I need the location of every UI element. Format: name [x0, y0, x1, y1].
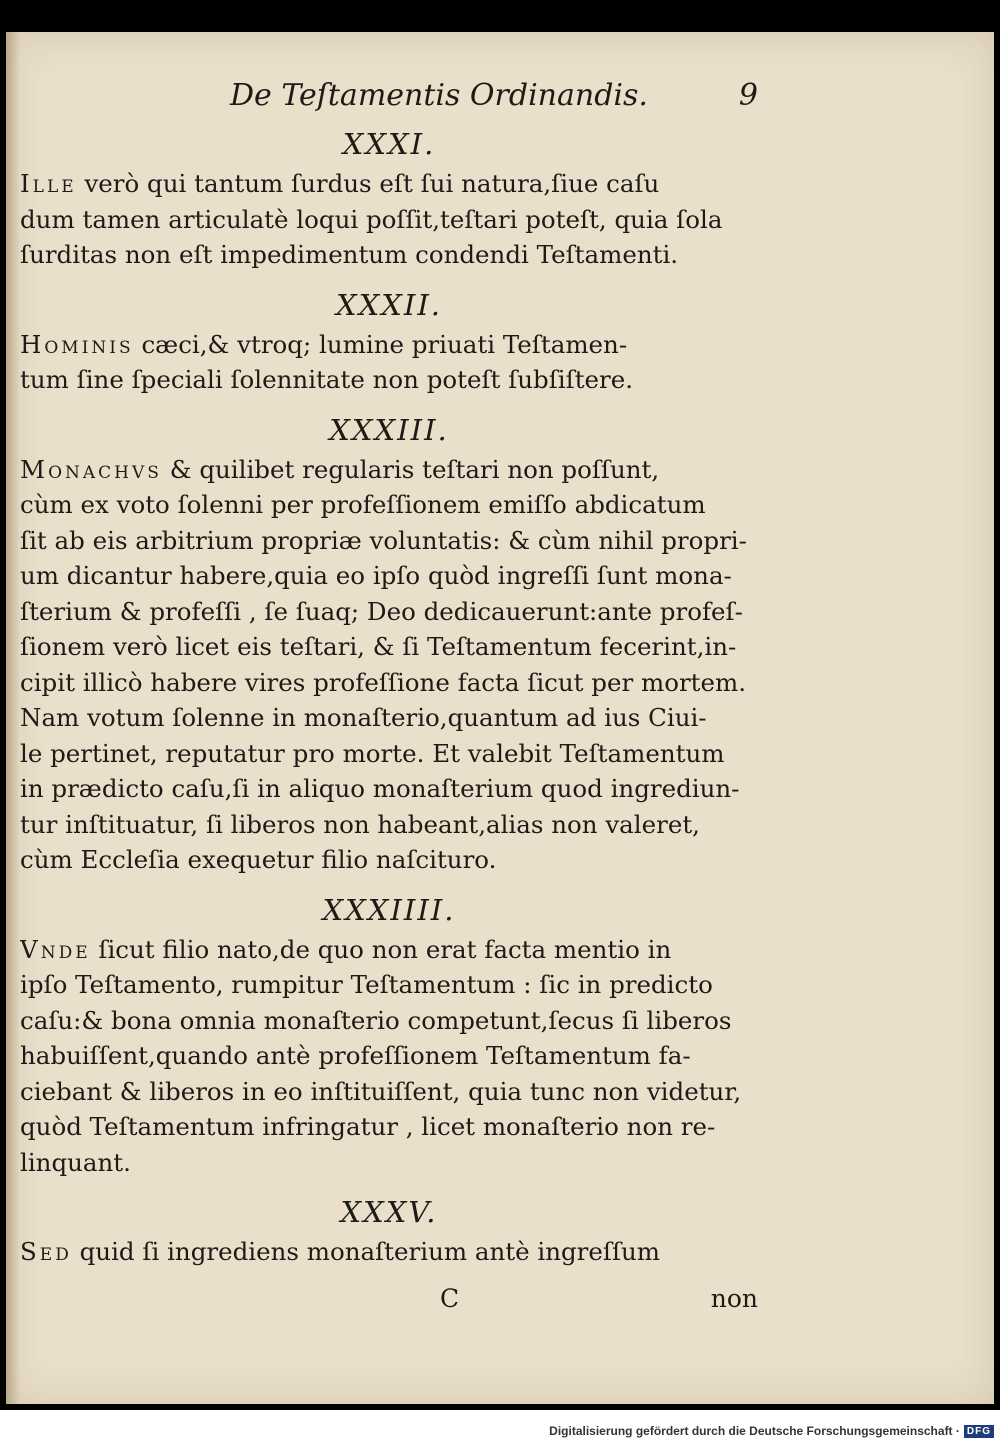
- text-line: cùm Eccleſia exequetur filio naſcituro.: [20, 845, 497, 874]
- catchword: non: [710, 1283, 758, 1313]
- running-head-title: De Teſtamentis Ordinandis.: [230, 78, 648, 113]
- section-heading: XXXIIII.: [322, 892, 456, 927]
- text-line: cùm ex voto ſolenni per profeſſionem emiſſo abdicatum: [20, 490, 706, 519]
- text-line: ſionem verò licet eis teſtari, & ſi Teſtamentum fecerint,in-: [20, 632, 737, 661]
- digitization-credit: [549, 1424, 994, 1438]
- book-page: [6, 32, 994, 1404]
- lead-word: Monachvs: [20, 454, 162, 484]
- lead-word: Vnde: [20, 934, 91, 964]
- paragraph: [20, 932, 758, 1181]
- text-line: Ille verò qui tantum ſurdus eſt ſui natura,ſiue caſu: [20, 169, 660, 198]
- text-line: caſu:& bona omnia monaſterio competunt,ſecus ſi liberos: [20, 1005, 732, 1035]
- text-line: tum ſine ſpeciali ſolennitate non poteſt ſubſiſtere.: [20, 365, 634, 394]
- text-line: ſurditas non eſt impedimentum condendi Teſtamenti.: [20, 240, 679, 269]
- paragraph: [20, 1234, 758, 1270]
- text-line: linquant.: [20, 1147, 131, 1177]
- catchword-row: [20, 1280, 758, 1320]
- text-line: cipit illicò habere vires profeſſione facta ſicut per mortem.: [20, 667, 747, 697]
- text-line: tur inſtituatur, ſi liberos non habeant,alias non valeret,: [20, 809, 700, 839]
- text-block: [20, 78, 758, 1320]
- dfg-logo: DFG: [964, 1425, 994, 1438]
- text-line: ipſo Teſtamento, rumpitur Teſtamentum : ſic in predicto: [20, 970, 713, 999]
- paragraph: [20, 327, 758, 398]
- section-heading: XXXI.: [342, 127, 436, 161]
- text-line: in prædicto caſu,ſi in aliquo monaſterium quod ingrediun-: [20, 774, 740, 803]
- text-line: Monachvs & quilibet regularis teſtari non poſſunt,: [20, 454, 660, 484]
- text-line: habuiſſent,quando antè profeſſionem Teſtamentum fa-: [20, 1041, 691, 1070]
- text-line: ciebant & liberos in eo inſtituiſſent, quia tunc non videtur,: [20, 1076, 742, 1106]
- section-heading: XXXIII.: [329, 412, 449, 447]
- text-line: Nam votum ſolenne in monaſterio,quantum ad ius Ciui-: [20, 703, 707, 732]
- text-line: ſterium & profeſſi , ſe ſuaq; Deo dedicauerunt:ante profeſ-: [20, 596, 743, 626]
- text-line: ſit ab eis arbitrium propriæ voluntatis: & cùm nihil propri-: [20, 525, 747, 555]
- lead-word: Hominis: [20, 329, 134, 359]
- credit-text: Digitalisierung gefördert durch die Deutsche Forschungsgemeinschaft ·: [549, 1424, 960, 1438]
- section-heading: XXXII.: [335, 287, 443, 322]
- text-line: um dicantur habere,quia eo ipſo quòd ingreſſi ſunt mona-: [20, 561, 732, 590]
- text-line: le pertinet, reputatur pro morte. Et valebit Teſtamentum: [20, 738, 725, 768]
- lead-word: Sed: [20, 1237, 72, 1266]
- page-number: 9: [738, 78, 758, 113]
- paragraph: [20, 166, 758, 273]
- text-line: dum tamen articulatè loqui poſſit,teſtari poteſt, quia ſola: [20, 204, 723, 234]
- page-binding-shadow: [6, 32, 20, 1404]
- text-line: Sed quid ſi ingrediens monaſterium antè ingreſſum: [20, 1237, 661, 1266]
- signature-mark: C: [440, 1283, 460, 1313]
- paragraph: [20, 452, 758, 878]
- text-line: Hominis cæci,& vtroq; lumine priuati Teſtamen-: [20, 329, 628, 359]
- lead-word: Ille: [20, 169, 77, 198]
- text-line: Vnde ſicut filio nato,de quo non erat facta mentio in: [20, 934, 672, 964]
- running-head: [20, 78, 758, 122]
- section-heading: XXXV.: [340, 1195, 438, 1229]
- text-line: quòd Teſtamentum infringatur , licet monaſterio non re-: [20, 1112, 716, 1141]
